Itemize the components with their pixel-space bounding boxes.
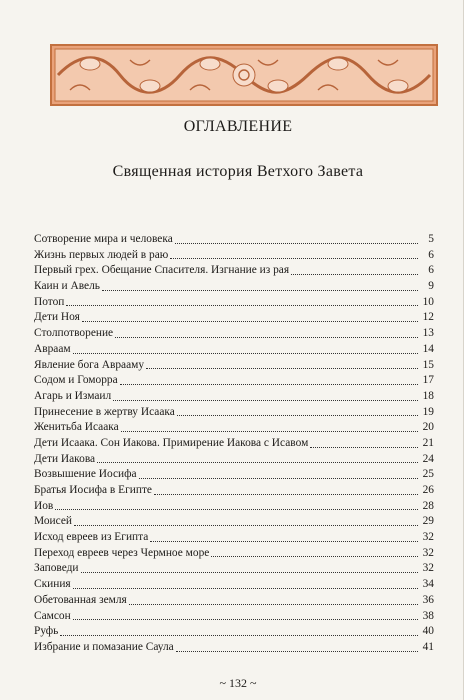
toc-entry-page: 17 [422, 374, 434, 387]
toc-entry[interactable] [34, 609, 434, 625]
dot-leader [121, 431, 418, 432]
toc-entry[interactable] [34, 232, 434, 248]
toc-entry[interactable] [34, 295, 434, 311]
dot-leader [55, 509, 418, 510]
dot-leader [113, 400, 418, 401]
toc-entry[interactable] [34, 358, 434, 374]
toc-entry[interactable] [34, 467, 434, 483]
toc-entry[interactable] [34, 248, 434, 264]
section-heading: Священная история Ветхого Завета [112, 163, 364, 180]
toc-entry[interactable] [34, 436, 434, 452]
toc-entry[interactable] [34, 640, 434, 656]
dot-leader [177, 415, 418, 416]
toc-entry-title: Дети Исаака. Сон Иакова. Примирение Иакова с Исавом [34, 436, 309, 449]
toc-entry-page: 5 [428, 233, 434, 245]
toc-entry-title: Моисей [34, 515, 72, 528]
toc-entry-title: Переход евреев через Чермное море [34, 546, 210, 559]
dot-leader [66, 305, 418, 306]
dot-leader [73, 353, 418, 354]
toc-entry-title: Избрание и помазание Саула [34, 640, 174, 653]
toc-entry-page: 21 [422, 436, 434, 449]
dot-leader [97, 462, 418, 463]
toc-entry-page: 15 [422, 358, 434, 371]
dot-leader [81, 572, 418, 573]
toc-entry-page: 38 [422, 609, 434, 622]
toc-entry-page: 25 [422, 468, 434, 481]
decorative-floral-ornament [50, 44, 438, 106]
dot-leader [150, 541, 418, 542]
toc-entry-page: 26 [422, 484, 434, 496]
toc-entry-title: Жизнь первых людей в раю [34, 248, 169, 261]
toc-entry-page: 12 [422, 311, 434, 324]
toc-entry[interactable] [34, 577, 434, 593]
toc-entry-page: 29 [422, 515, 434, 528]
dot-leader [115, 337, 418, 338]
toc-entry-title: Принесение в жертву Исаака [34, 405, 175, 418]
toc-entry[interactable] [34, 373, 434, 389]
dot-leader [129, 604, 418, 605]
dot-leader [176, 651, 418, 652]
toc-entry-title: Явление бога Аврааму [34, 358, 145, 371]
dot-leader [73, 619, 418, 620]
dot-leader [211, 556, 418, 557]
toc-entry-page: 24 [422, 452, 434, 465]
toc-entry[interactable] [34, 593, 434, 609]
toc-entry[interactable] [34, 483, 434, 499]
toc-entry-title: Дети Ноя [34, 311, 80, 324]
toc-entry[interactable] [34, 326, 434, 342]
toc-entry-page: 41 [422, 640, 434, 653]
toc-entry-page: 20 [422, 421, 434, 434]
page-number: ~ 132 ~ [219, 676, 257, 690]
dot-leader [175, 243, 418, 244]
contents-heading: ОГЛАВЛЕНИЕ [183, 118, 293, 135]
toc-entry-page: 19 [422, 405, 434, 418]
dot-leader [60, 635, 418, 636]
toc-entry[interactable] [34, 546, 434, 562]
toc-entry[interactable] [34, 499, 434, 515]
dot-leader [170, 258, 418, 259]
dot-leader [74, 525, 418, 526]
toc-entry[interactable] [34, 561, 434, 577]
toc-entry-title: Братья Иосифа в Египте [34, 484, 152, 496]
toc-entry[interactable] [34, 263, 434, 279]
dot-leader [310, 447, 418, 448]
toc-entry-page: 10 [422, 295, 434, 308]
toc-entry-page: 36 [422, 593, 434, 606]
toc-entry[interactable] [34, 389, 434, 405]
dot-leader [139, 478, 418, 479]
toc-entry[interactable] [34, 405, 434, 421]
toc-entry[interactable] [34, 452, 434, 468]
toc-entry-page: 9 [428, 280, 434, 293]
toc-entry-page: 6 [428, 264, 434, 277]
toc-entry[interactable] [34, 279, 434, 295]
toc-entry-page: 34 [422, 578, 434, 591]
toc-entry-title: Содом и Гоморра [34, 374, 118, 387]
toc-entry-page: 32 [422, 562, 434, 575]
table-of-contents [34, 232, 434, 656]
toc-entry[interactable] [34, 342, 434, 358]
toc-entry-page: 32 [422, 546, 434, 559]
toc-entry[interactable] [34, 530, 434, 546]
toc-entry-title: Возвышение Иосифа [34, 468, 137, 481]
toc-entry[interactable] [34, 514, 434, 530]
toc-entry-page: 28 [422, 499, 434, 512]
toc-entry-title: Первый грех. Обещание Спасителя. Изгнание из рая [34, 264, 290, 277]
toc-entry-title: Обетованная земля [34, 593, 127, 606]
toc-entry-title: Дети Иакова [34, 452, 96, 465]
toc-entry-title: Авраам [34, 342, 71, 355]
toc-entry-title: Руфь [34, 625, 59, 638]
toc-entry-page: 40 [422, 625, 434, 638]
dot-leader [146, 368, 418, 369]
toc-entry-title: Потоп [34, 295, 65, 308]
toc-entry[interactable] [34, 420, 434, 436]
toc-entry-title: Каин и Авель [34, 280, 100, 293]
toc-entry-title: Столпотворение [34, 327, 114, 340]
toc-entry-page: 14 [422, 342, 434, 355]
toc-entry-page: 13 [422, 327, 434, 340]
dot-leader [291, 274, 418, 275]
toc-entry-title: Скиния [34, 578, 71, 591]
toc-entry-title: Иов [34, 499, 54, 512]
toc-entry-title: Заповеди [34, 562, 79, 575]
toc-entry-page: 6 [428, 248, 434, 261]
dot-leader [82, 321, 418, 322]
toc-entry-title: Сотворение мира и человека [34, 233, 173, 245]
toc-entry[interactable] [34, 624, 434, 640]
toc-entry-title: Женитьба Исаака [34, 421, 119, 434]
dot-leader [73, 588, 418, 589]
dot-leader [154, 494, 418, 495]
toc-entry-title: Исход евреев из Египта [34, 531, 149, 544]
toc-entry-page: 18 [422, 389, 434, 402]
toc-entry-title: Самсон [34, 609, 71, 622]
dot-leader [120, 384, 418, 385]
toc-entry-title: Агарь и Измаил [34, 389, 112, 402]
toc-entry-page: 32 [422, 531, 434, 544]
dot-leader [102, 290, 418, 291]
toc-entry[interactable] [34, 310, 434, 326]
